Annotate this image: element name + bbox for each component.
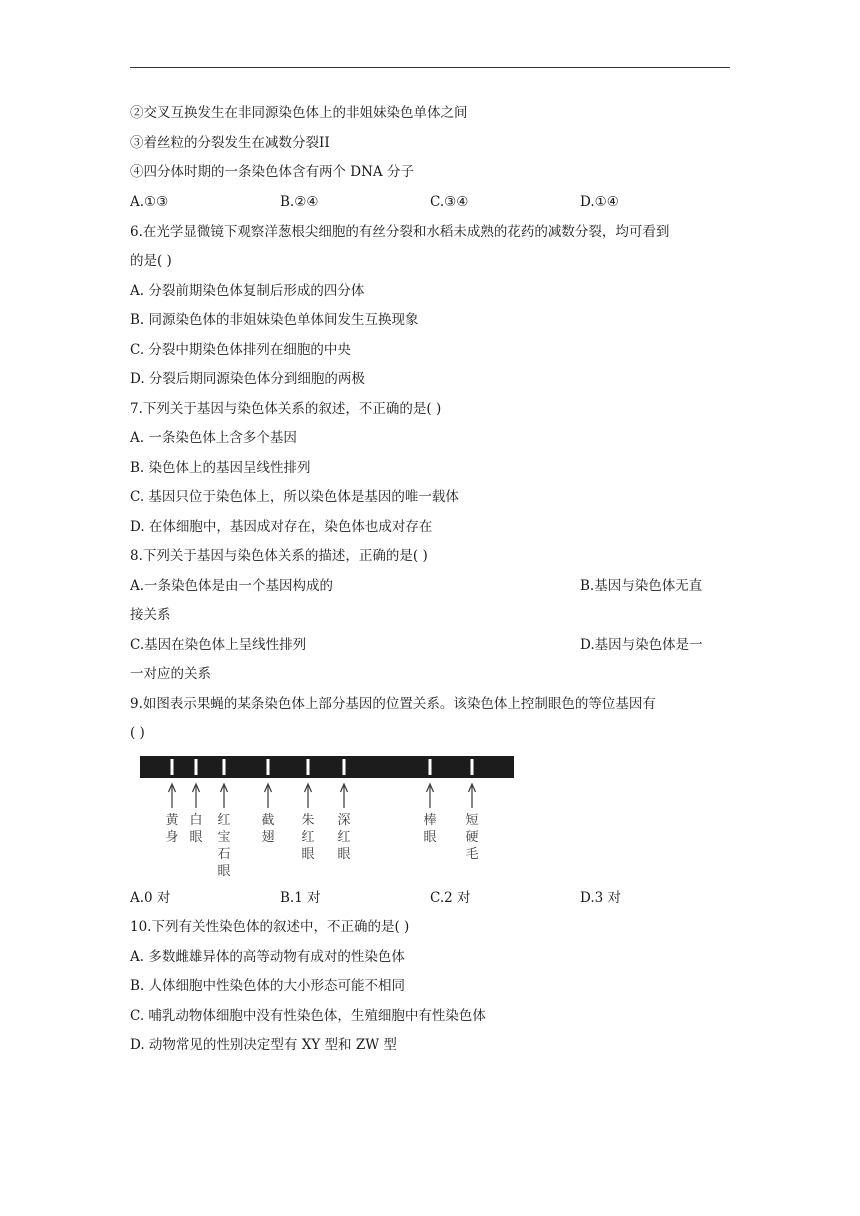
q5-option-c: C.③④ bbox=[430, 194, 469, 210]
q9-option-d: D.3 对 bbox=[580, 890, 622, 906]
gene-label: 白眼 bbox=[189, 813, 203, 845]
chromosome-gene-figure bbox=[140, 752, 516, 882]
q9-stem-line2: ( ) bbox=[130, 725, 145, 741]
gene-locus-marker bbox=[471, 759, 474, 775]
q8-option-c: C.基因在染色体上呈线性排列 bbox=[130, 637, 307, 653]
q5-option-d: D.①④ bbox=[580, 194, 619, 210]
gene-label: 棒眼 bbox=[423, 813, 437, 845]
q10-option-d: D. 动物常见的性别决定型有 XY 型和 ZW 型 bbox=[130, 1037, 397, 1053]
q8-option-d: D.基因与染色体是一 bbox=[580, 637, 703, 653]
q6-option-a: A. 分裂前期染色体复制后形成的四分体 bbox=[130, 283, 365, 299]
q6-option-c: C. 分裂中期染色体排列在细胞的中央 bbox=[130, 342, 351, 358]
q9-option-a: A.0 对 bbox=[130, 890, 171, 906]
q10-stem: 10.下列有关性染色体的叙述中，不正确的是( ) bbox=[130, 919, 410, 935]
header-rule bbox=[130, 67, 730, 68]
gene-label: 黄身 bbox=[165, 813, 179, 845]
statement-2: ②交叉互换发生在非同源染色体上的非姐妹染色单体之间 bbox=[130, 105, 468, 121]
q10-option-b: B. 人体细胞中性染色体的大小形态可能不相同 bbox=[130, 978, 406, 994]
gene-label: 短硬毛 bbox=[465, 813, 479, 862]
q8-option-d-cont: 一对应的关系 bbox=[130, 666, 211, 682]
q10-option-a: A. 多数雌雄异体的高等动物有成对的性染色体 bbox=[130, 949, 405, 965]
gene-locus-marker bbox=[223, 759, 226, 775]
q6-stem-line1: 6.在光学显微镜下观察洋葱根尖细胞的有丝分裂和水稻未成熟的花药的减数分裂，均可看到 bbox=[130, 224, 670, 240]
q10-option-c: C. 哺乳动物体细胞中没有性染色体，生殖细胞中有性染色体 bbox=[130, 1008, 486, 1024]
q6-option-d: D. 分裂后期同源染色体分到细胞的两极 bbox=[130, 371, 365, 387]
q5-option-b: B.②④ bbox=[280, 194, 319, 210]
q7-option-a: A. 一条染色体上含多个基因 bbox=[130, 430, 297, 446]
q9-option-c: C.2 对 bbox=[430, 890, 471, 906]
q9-stem-line1: 9.如图表示果蝇的某条染色体上部分基因的位置关系。该染色体上控制眼色的等位基因有 bbox=[130, 696, 656, 712]
q9-option-b: B.1 对 bbox=[280, 890, 321, 906]
q7-option-c: C. 基因只位于染色体上，所以染色体是基因的唯一载体 bbox=[130, 489, 459, 505]
statement-3: ③着丝粒的分裂发生在减数分裂II bbox=[130, 135, 330, 151]
gene-locus-marker bbox=[307, 759, 310, 775]
q8-option-a: A.一条染色体是由一个基因构成的 bbox=[130, 578, 334, 594]
q7-option-d: D. 在体细胞中，基因成对存在，染色体也成对存在 bbox=[130, 519, 433, 535]
q6-stem-line2: 的是( ) bbox=[130, 253, 172, 269]
statement-4: ④四分体时期的一条染色体含有两个 DNA 分子 bbox=[130, 164, 414, 180]
q7-option-b: B. 染色体上的基因呈线性排列 bbox=[130, 460, 311, 476]
gene-locus-marker bbox=[429, 759, 432, 775]
gene-locus-marker bbox=[343, 759, 346, 775]
gene-label: 红宝石眼 bbox=[217, 813, 231, 879]
gene-locus-marker bbox=[267, 759, 270, 775]
q8-option-b: B.基因与染色体无直 bbox=[580, 578, 703, 594]
gene-label: 朱红眼 bbox=[301, 813, 315, 862]
gene-label: 截翅 bbox=[261, 813, 275, 845]
q8-option-b-cont: 接关系 bbox=[130, 607, 171, 623]
q8-stem: 8.下列关于基因与染色体关系的描述，正确的是( ) bbox=[130, 548, 428, 564]
gene-locus-marker bbox=[171, 759, 174, 775]
q5-option-a: A.①③ bbox=[130, 194, 169, 210]
gene-label: 深红眼 bbox=[337, 813, 351, 862]
q7-stem: 7.下列关于基因与染色体关系的叙述，不正确的是( ) bbox=[130, 401, 442, 417]
q6-option-b: B. 同源染色体的非姐妹染色单体间发生互换现象 bbox=[130, 312, 419, 328]
gene-locus-marker bbox=[195, 759, 198, 775]
